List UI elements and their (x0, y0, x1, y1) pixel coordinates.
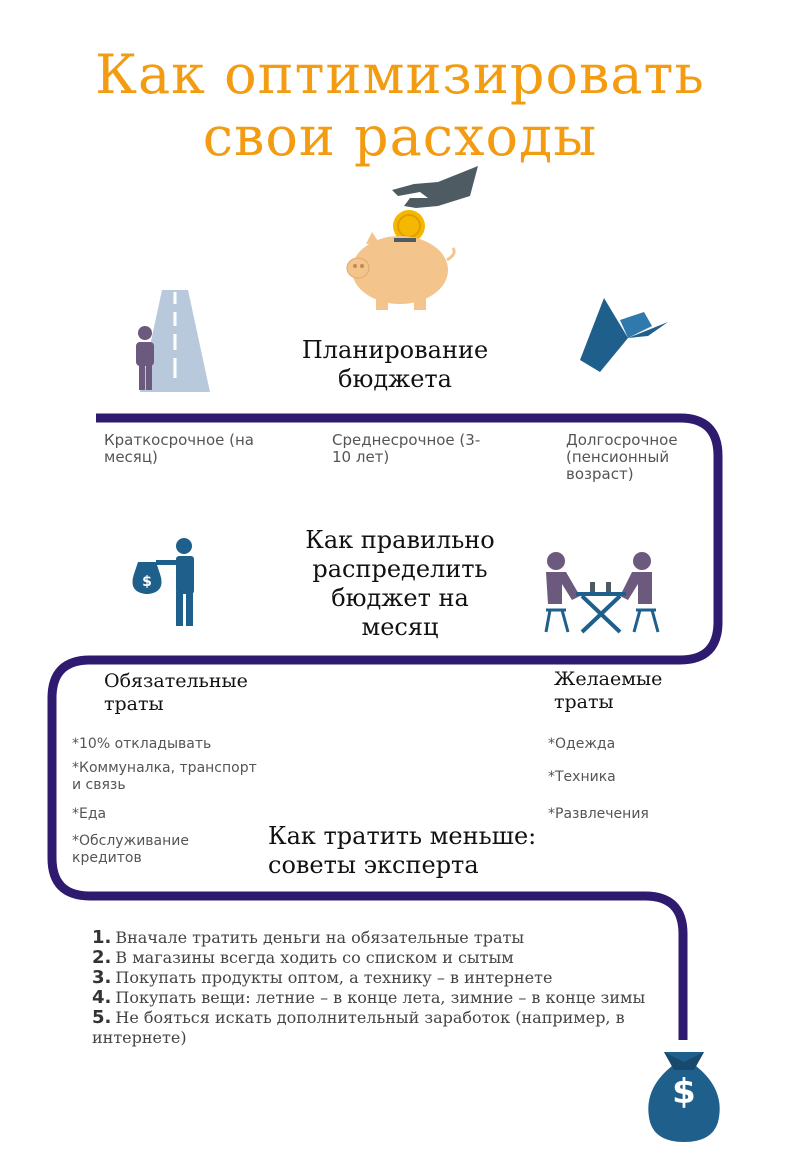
svg-text:$: $ (142, 574, 152, 590)
tip-item: 3. Покупать продукты оптом, а технику – в интернете (92, 967, 553, 988)
dollar-sign: $ (672, 1072, 696, 1112)
tips-list (92, 928, 662, 1048)
person-with-money-bag-icon (133, 538, 195, 626)
page-subtitle: свои расходы (202, 105, 598, 168)
piggy-bank-icon (347, 232, 454, 310)
required-item: *Коммуналка, транспорт и связь (72, 760, 257, 793)
tips-heading: Как тратить меньше: советы эксперта (268, 822, 537, 879)
desired-expenses-title: Желаемые траты (554, 668, 663, 713)
page-title: Как оптимизировать (95, 43, 705, 106)
tip-item: 1. Вначале тратить деньги на обязательные траты (92, 927, 525, 948)
tip-item: 4. Покупать вещи: летние – в конце лета, зимние – в конце зимы (92, 987, 646, 1008)
desired-item: *Одежда (548, 736, 616, 752)
monthly-budget-heading: Как правильно распределить бюджет на месяц (305, 526, 495, 641)
hand-icon (392, 166, 478, 208)
budget-planning-heading: Планирование бюджета (301, 336, 489, 393)
tip-item: 5. Не бояться искать дополнительный заработок (например, в интернете) (92, 1007, 625, 1047)
desired-item: *Развлечения (548, 806, 649, 822)
origami-bird-icon (580, 298, 668, 372)
person-icon (136, 326, 154, 390)
people-at-table-icon (546, 552, 658, 632)
required-item: *Обслуживание кредитов (72, 833, 189, 866)
period-short-term: Краткосрочное (на месяц) (104, 431, 254, 466)
required-expenses-title: Обязательные траты (104, 670, 248, 715)
required-item: *Еда (72, 806, 107, 822)
desired-item: *Техника (548, 769, 616, 785)
period-long-term: Долгосрочное (пенсионный возраст) (566, 431, 678, 483)
period-mid-term: Среднесрочное (3-10 лет) (332, 431, 481, 466)
tip-item: 2. В магазины всегда ходить со списком и сытым (92, 947, 514, 968)
required-item: *10% откладывать (72, 736, 212, 752)
